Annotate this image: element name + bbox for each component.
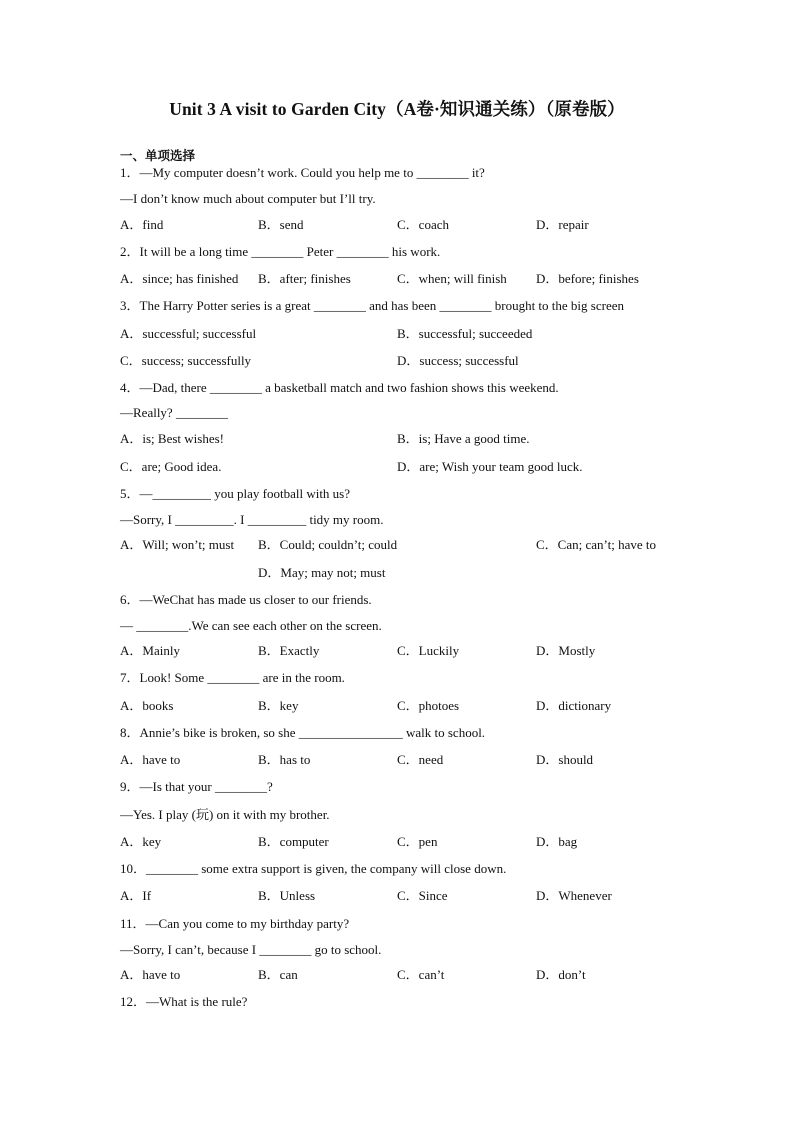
question-4-option-c: C．are; Good idea.	[120, 459, 222, 474]
question-9-option-c: C．pen	[397, 834, 438, 849]
question-10-option-c: C．Since	[397, 888, 448, 903]
question-8-option-a: A．have to	[120, 752, 181, 767]
question-11-option-c: C．can’t	[397, 967, 445, 982]
question-9-option-d: D．bag	[536, 834, 578, 849]
question-1-option-c: C．coach	[397, 217, 449, 232]
question-9-option-b: B．computer	[258, 834, 329, 849]
question-2-option-b: B．after; finishes	[258, 271, 351, 286]
question-6-dialog: — ________.We can see each other on the screen.	[120, 618, 382, 633]
question-1-stem: 1．—My computer doesn’t work. Could you help me to ________ it?	[120, 165, 485, 180]
question-12-stem: 12．—What is the rule?	[120, 994, 248, 1009]
section-heading: 一、单项选择	[120, 149, 196, 163]
question-3-stem: 3．The Harry Potter series is a great ________ and has been ________ brought to the big screen	[120, 298, 624, 313]
question-11-option-a: A．have to	[120, 967, 181, 982]
question-3-option-a: A．successful; successful	[120, 326, 257, 341]
question-6-option-d: D．Mostly	[536, 643, 596, 658]
question-4-option-d: D．are; Wish your team good luck.	[397, 459, 583, 474]
question-10-option-b: B．Unless	[258, 888, 316, 903]
question-4-stem: 4．—Dad, there ________ a basketball match and two fashion shows this weekend.	[120, 380, 559, 395]
question-9-option-a: A．key	[120, 834, 162, 849]
page-title: Unit 3 A visit to Garden City（A卷·知识通关练）（原卷版）	[169, 99, 625, 119]
question-4-option-b: B．is; Have a good time.	[397, 431, 530, 446]
question-10-option-d: D．Whenever	[536, 888, 612, 903]
question-7-option-b: B．key	[258, 698, 299, 713]
question-8-option-b: B．has to	[258, 752, 311, 767]
question-4-dialog: —Really? ________	[120, 405, 228, 420]
question-6-stem: 6．—WeChat has made us closer to our friends.	[120, 592, 372, 607]
question-11-option-b: B．can	[258, 967, 298, 982]
question-2-option-a: A．since; has finished	[120, 271, 239, 286]
question-5-dialog: —Sorry, I _________. I _________ tidy my room.	[120, 512, 384, 527]
question-5-stem: 5．—_________ you play football with us?	[120, 486, 351, 501]
question-2-option-d: D．before; finishes	[536, 271, 639, 286]
question-3-option-d: D．success; successful	[397, 353, 519, 368]
question-2-stem: 2．It will be a long time ________ Peter ________ his work.	[120, 244, 441, 259]
question-5-option-a: A．Will; won’t; must	[120, 537, 235, 552]
question-5-option-c: C．Can; can’t; have to	[536, 537, 656, 552]
question-3-option-c: C．success; successfully	[120, 353, 252, 368]
question-1-option-d: D．repair	[536, 217, 589, 232]
question-7-stem: 7．Look! Some ________ are in the room.	[120, 670, 345, 685]
question-1-dialog: —I don’t know much about computer but I’ll try.	[120, 191, 376, 206]
question-2-option-c: C．when; will finish	[397, 271, 507, 286]
question-10-option-a: A．If	[120, 888, 152, 903]
question-7-option-c: C．photoes	[397, 698, 460, 713]
question-7-option-d: D．dictionary	[536, 698, 612, 713]
question-6-option-c: C．Luckily	[397, 643, 460, 658]
question-11-dialog: —Sorry, I can’t, because I ________ go to school.	[120, 942, 382, 957]
question-4-option-a: A．is; Best wishes!	[120, 431, 225, 446]
question-6-option-a: A．Mainly	[120, 643, 180, 658]
question-1-option-b: B．send	[258, 217, 304, 232]
question-1-option-a: A．find	[120, 217, 164, 232]
question-5-option-b: B．Could; couldn’t; could	[258, 537, 398, 552]
question-11-option-d: D．don’t	[536, 967, 586, 982]
question-10-stem: 10．________ some extra support is given, the company will close down.	[120, 861, 507, 876]
question-8-option-c: C．need	[397, 752, 444, 767]
question-3-option-b: B．successful; succeeded	[397, 326, 533, 341]
question-8-stem: 8．Annie’s bike is broken, so she ________________ walk to school.	[120, 725, 486, 740]
question-6-option-b: B．Exactly	[258, 643, 320, 658]
question-7-option-a: A．books	[120, 698, 174, 713]
question-11-stem: 11．—Can you come to my birthday party?	[120, 916, 350, 931]
question-9-dialog: —Yes. I play (玩) on it with my brother.	[120, 807, 330, 822]
question-8-option-d: D．should	[536, 752, 594, 767]
question-9-stem: 9．—Is that your ________?	[120, 779, 273, 794]
question-5-option-d: D．May; may not; must	[258, 565, 386, 580]
